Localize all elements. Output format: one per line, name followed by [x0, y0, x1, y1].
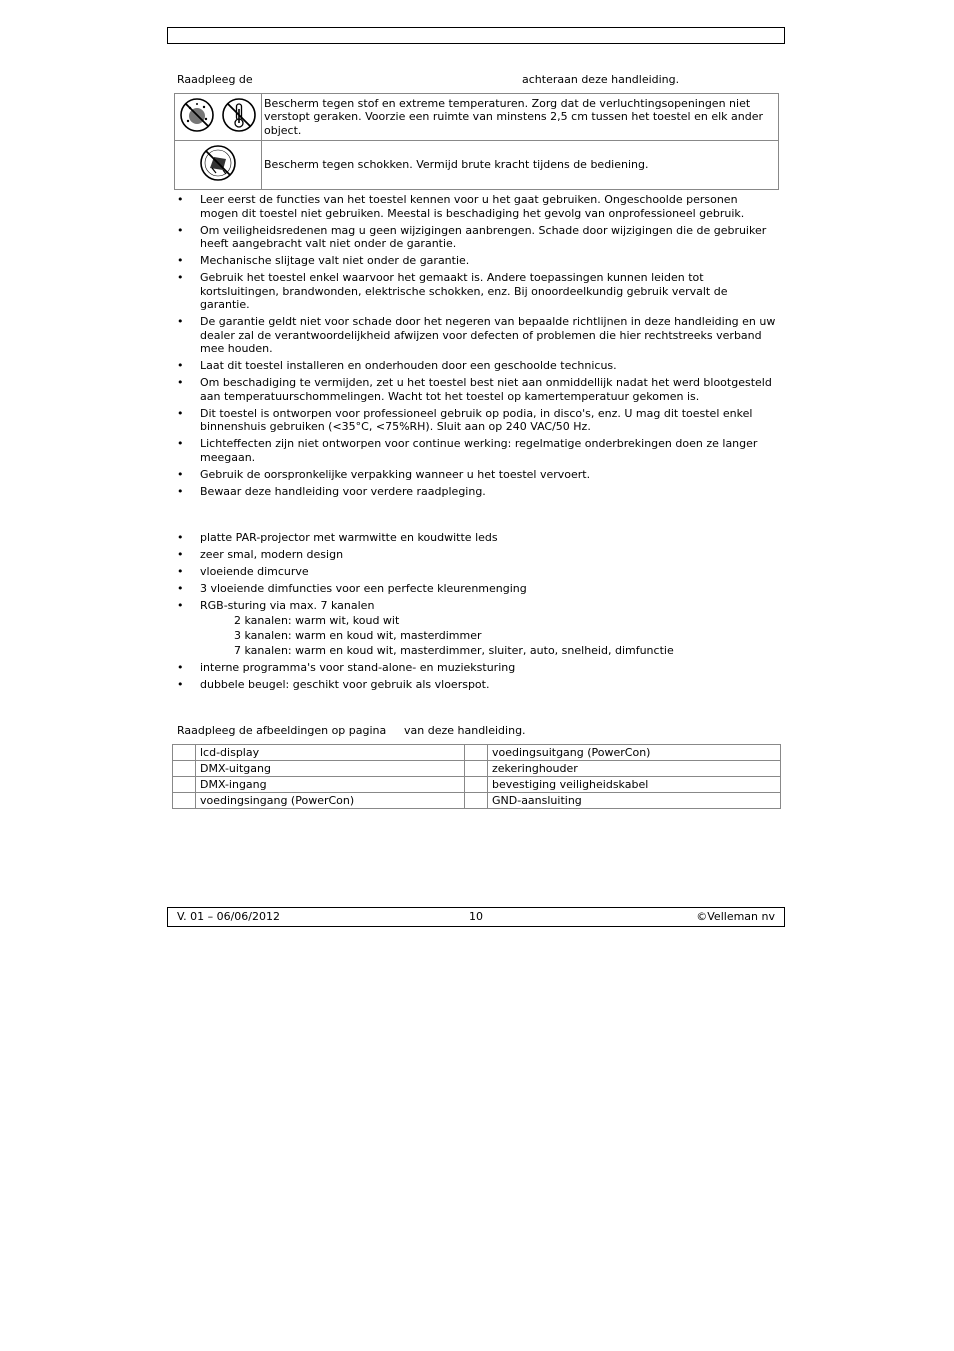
footer-copyright: ©Velleman nv — [696, 910, 775, 923]
safety-icon-cell — [175, 141, 262, 190]
list-item: • platte PAR-projector met warmwitte en koudwitte leds — [177, 531, 498, 544]
part-number-cell — [173, 761, 196, 777]
page-footer — [167, 907, 785, 927]
table-row — [173, 761, 781, 777]
list-item: • Gebruik het toestel enkel waarvoor het gemaakt is. Andere toepassingen kunnen leiden tot kortsluitingen, brandwonden, elektrische schokken, enz. Bij onoordeelkundig gebruik vervalt de garantie. — [177, 271, 728, 311]
safety-row — [175, 94, 779, 141]
list-item: • Lichteffecten zijn niet ontworpen voor continue werking: regelmatige onderbrekingen doen ze langer meegaan. — [177, 437, 758, 464]
list-item: • Mechanische slijtage valt niet onder de garantie. — [177, 254, 470, 267]
part-number-cell — [465, 777, 488, 793]
part-name-cell: zekeringhouder — [488, 761, 781, 777]
safety-row — [175, 141, 779, 190]
part-name-cell: DMX-ingang — [196, 777, 465, 793]
safety-icon-cell — [175, 94, 262, 141]
list-item: • dubbele beugel: geschikt voor gebruik als vloerspot. — [177, 678, 490, 691]
list-item: • Om beschadiging te vermijden, zet u het toestel best niet aan onmiddellijk nadat het werd blootgesteld aan temperatuurschommelingen. Wacht tot het toestel op kamertemperatuur gekomen is. — [177, 376, 772, 403]
channel-item: 2 kanalen: warm wit, koud wit — [234, 614, 400, 627]
part-number-cell — [173, 777, 196, 793]
part-name-cell: GND-aansluiting — [488, 793, 781, 809]
guidelines-list — [177, 193, 777, 502]
list-item: • De garantie geldt niet voor schade door het negeren van bepaalde richtlijnen in deze handleiding en uw dealer zal de verantwoordelijkheid afwijzen voor defecten of problemen die hier rechtstreeks verband mee houden. — [177, 315, 776, 355]
part-name-cell: lcd-display — [196, 745, 465, 761]
part-name-cell: voedingsuitgang (PowerCon) — [488, 745, 781, 761]
part-name-cell: bevestiging veiligheidskabel — [488, 777, 781, 793]
list-item: • Dit toestel is ontworpen voor professioneel gebruik op podia, in disco's, enz. U mag dit toestel enkel binnenshuis gebruiken (<35°C, <75%RH). Sluit aan op 240 VAC/50 Hz. — [177, 406, 753, 433]
safety-text-shock: Bescherm tegen schokken. Vermijd brute kracht tijdens de bediening. — [262, 141, 779, 190]
list-item: • vloeiende dimcurve — [177, 565, 309, 578]
table-row — [173, 777, 781, 793]
list-item: • 3 vloeiende dimfuncties voor een perfecte kleurenmenging — [177, 582, 527, 595]
header-box — [167, 27, 785, 44]
list-item: • RGB-sturing via max. 7 kanalen 2 kanalen: warm wit, koud wit 3 kanalen: warm en koud wit, masterdimmer 7 kanalen: warm en koud wit, masterdimmer, sluiter, auto, snelheid, dimfunctie — [177, 599, 777, 658]
safety-table — [174, 93, 779, 190]
parts-table — [172, 744, 781, 809]
features-list — [177, 531, 777, 695]
list-item: • zeer smal, modern design — [177, 548, 344, 561]
part-name-cell: voedingsingang (PowerCon) — [196, 793, 465, 809]
intro-text-right: achteraan deze handleiding. — [522, 73, 680, 86]
part-number-cell — [173, 745, 196, 761]
channel-item: 7 kanalen: warm en koud wit, masterdimmer, sluiter, auto, snelheid, dimfunctie — [234, 644, 674, 657]
no-heat-icon — [221, 97, 257, 137]
figure-reference-right: van deze handleiding. — [404, 724, 526, 737]
figure-reference-left: Raadpleeg de afbeeldingen op pagina — [177, 724, 387, 737]
part-number-cell — [465, 745, 488, 761]
footer-page-number: 10 — [469, 910, 483, 923]
channel-item: 3 kanalen: warm en koud wit, masterdimmer — [234, 629, 482, 642]
footer-version: V. 01 – 06/06/2012 — [177, 910, 280, 923]
list-item: • interne programma's voor stand-alone- en muzieksturing — [177, 661, 516, 674]
list-item: • Leer eerst de functies van het toestel kennen voor u het gaat gebruiken. Ongeschoolde personen mogen dit toestel niet gebruiken. Meestal is beschadiging het gevolg van onprofessioneel gebruik. — [177, 193, 745, 220]
part-number-cell — [173, 793, 196, 809]
part-number-cell — [465, 793, 488, 809]
list-item: • Gebruik de oorspronkelijke verpakking wanneer u het toestel vervoert. — [177, 467, 591, 481]
table-row — [173, 745, 781, 761]
part-name-cell: DMX-uitgang — [196, 761, 465, 777]
part-number-cell — [465, 761, 488, 777]
table-row — [173, 793, 781, 809]
intro-text-left: Raadpleeg de — [177, 73, 253, 86]
no-dust-icon — [179, 97, 215, 137]
no-shock-icon — [199, 144, 237, 186]
safety-text-dust-heat: Bescherm tegen stof en extreme temperaturen. Zorg dat de verluchtingsopeningen niet verstopt geraken. Voorzie een ruimte van minstens 2,5 cm tussen het toestel en elk ander object. — [262, 94, 779, 141]
list-item: • Bewaar deze handleiding voor verdere raadpleging. — [177, 484, 486, 498]
list-item: • Om veiligheidsredenen mag u geen wijzigingen aanbrengen. Schade door wijzigingen die de gebruiker heeft aangebracht valt niet onder de garantie. — [177, 223, 767, 250]
list-item: • Laat dit toestel installeren en onderhouden door een geschoolde technicus. — [177, 359, 617, 372]
